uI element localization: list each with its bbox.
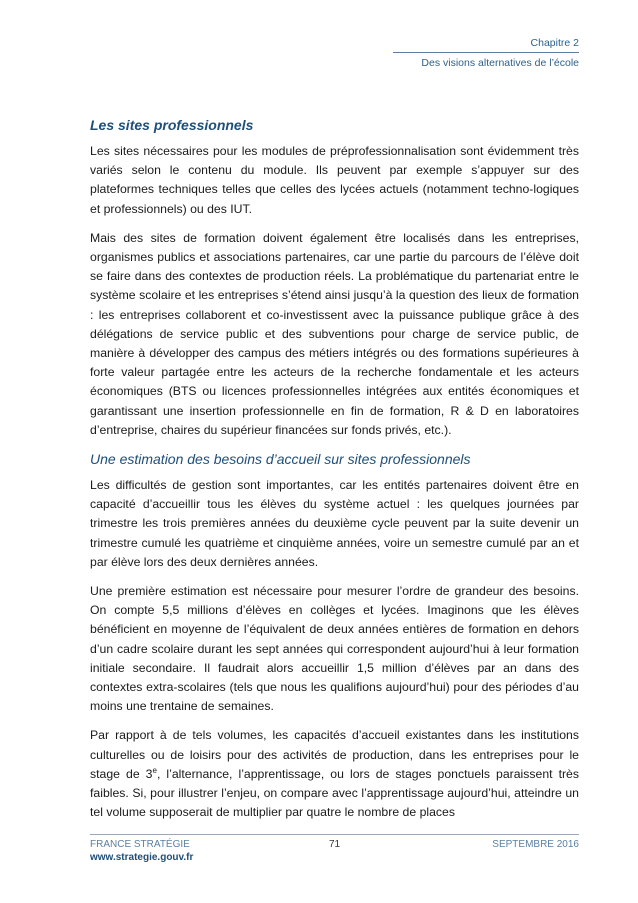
page-body xyxy=(90,116,579,833)
paragraph-last xyxy=(90,726,579,822)
page-header xyxy=(393,36,579,70)
chapter-subtitle: Des visions alternatives de l’école xyxy=(421,57,579,69)
paragraph: Mais des sites de formation doivent également être localisés dans les entreprises, organismes publics et associations partenaires, car une partie du parcours de l’élève doit se faire dans des contextes de production réels. La problématique du partenariat entre le système scolaire et les entreprises s’étend ainsi jusqu’à la question des lieux de formation : les entreprises collaborent et co-investissent avec la puissance publique grâce à des délégations de service public et des subventions pour charge de service public, de manière à développer des campus des métiers intégrés ou des formations supérieures à forte valeur partagée entre les acteurs de la recherche fondamentale et les acteurs économiques (BTS ou licences professionnelles intégrées aux entités économiques et garantissant une insertion professionnelle en fin de formation, R & D en laboratoires d’entreprise, chaires du supérieur financées sur fonds privés, etc.). xyxy=(90,230,579,437)
chapter-label: Chapitre 2 xyxy=(530,37,579,49)
ordinal-superscript: e xyxy=(152,765,157,775)
text-run: , l’alternance, l’apprentissage, ou lors de stages ponctuels paraissent très faibles. Si, pour illustrer l’enjeu, on compare avec l’apprentissage aujourd’hui, atteindre un tel volume supposerait de multiplier par quatre le nombre de places xyxy=(90,766,579,820)
paragraph: Une première estimation est nécessaire pour mesurer l’ordre de grandeur des besoins. On compte 5,5 millions d’élèves en collèges et lycées. Imaginons que les élèves bénéficient en moyenne de l’équivalent de deux années entières de formation en dehors d’un cadre scolaire durant les sept années qui correspondent aujourd’hui à leur formation initiale secondaire. Il faudrait alors accueillir 1,5 million d’élèves par an dans des contextes extra-scolaires (tels que nous les qualifions aujourd’hui) pour des périodes d’au moins une trentaine de semaines. xyxy=(90,584,579,714)
page-number: 71 xyxy=(328,839,341,850)
text-run: Par rapport à de tels volumes, les capacités d’accueil existantes dans les institutions culturelles ou de loisirs pour des activités de production, dans les entreprises pour le stage de 3 xyxy=(90,728,579,781)
header-rule xyxy=(393,52,579,53)
footer-url-link[interactable]: www.strategie.gouv.fr xyxy=(90,852,194,863)
paragraph: Les sites nécessaires pour les modules de préprofessionnalisation sont évidemment très variés selon le contenu du module. Ils peuvent par exemple s’appuyer sur des plateformes techniques telles que celles des lycées actuels (notamment techno-logiques et professionnels) ou des IUT. xyxy=(90,144,579,216)
footer-org: FRANCE STRATÉGIE xyxy=(90,839,190,850)
subsection-title: Une estimation des besoins d’accueil sur sites professionnels xyxy=(90,451,471,468)
section-title: Les sites professionnels xyxy=(90,117,254,133)
footer-date: SEPTEMBRE 2016 xyxy=(492,839,579,850)
paragraph: Les difficultés de gestion sont importantes, car les entités partenaires doivent être en capacité d’accueillir tous les élèves du système actuel : les quelques journées par trimestre les trois premières années du deuxième cycle peuvent par la suite devenir un trimestre cumulé les quatrième et cinquième années, voire un semestre cumulé par an et par élève lors des deux dernières années. xyxy=(90,478,579,569)
footer-rule xyxy=(90,834,579,835)
